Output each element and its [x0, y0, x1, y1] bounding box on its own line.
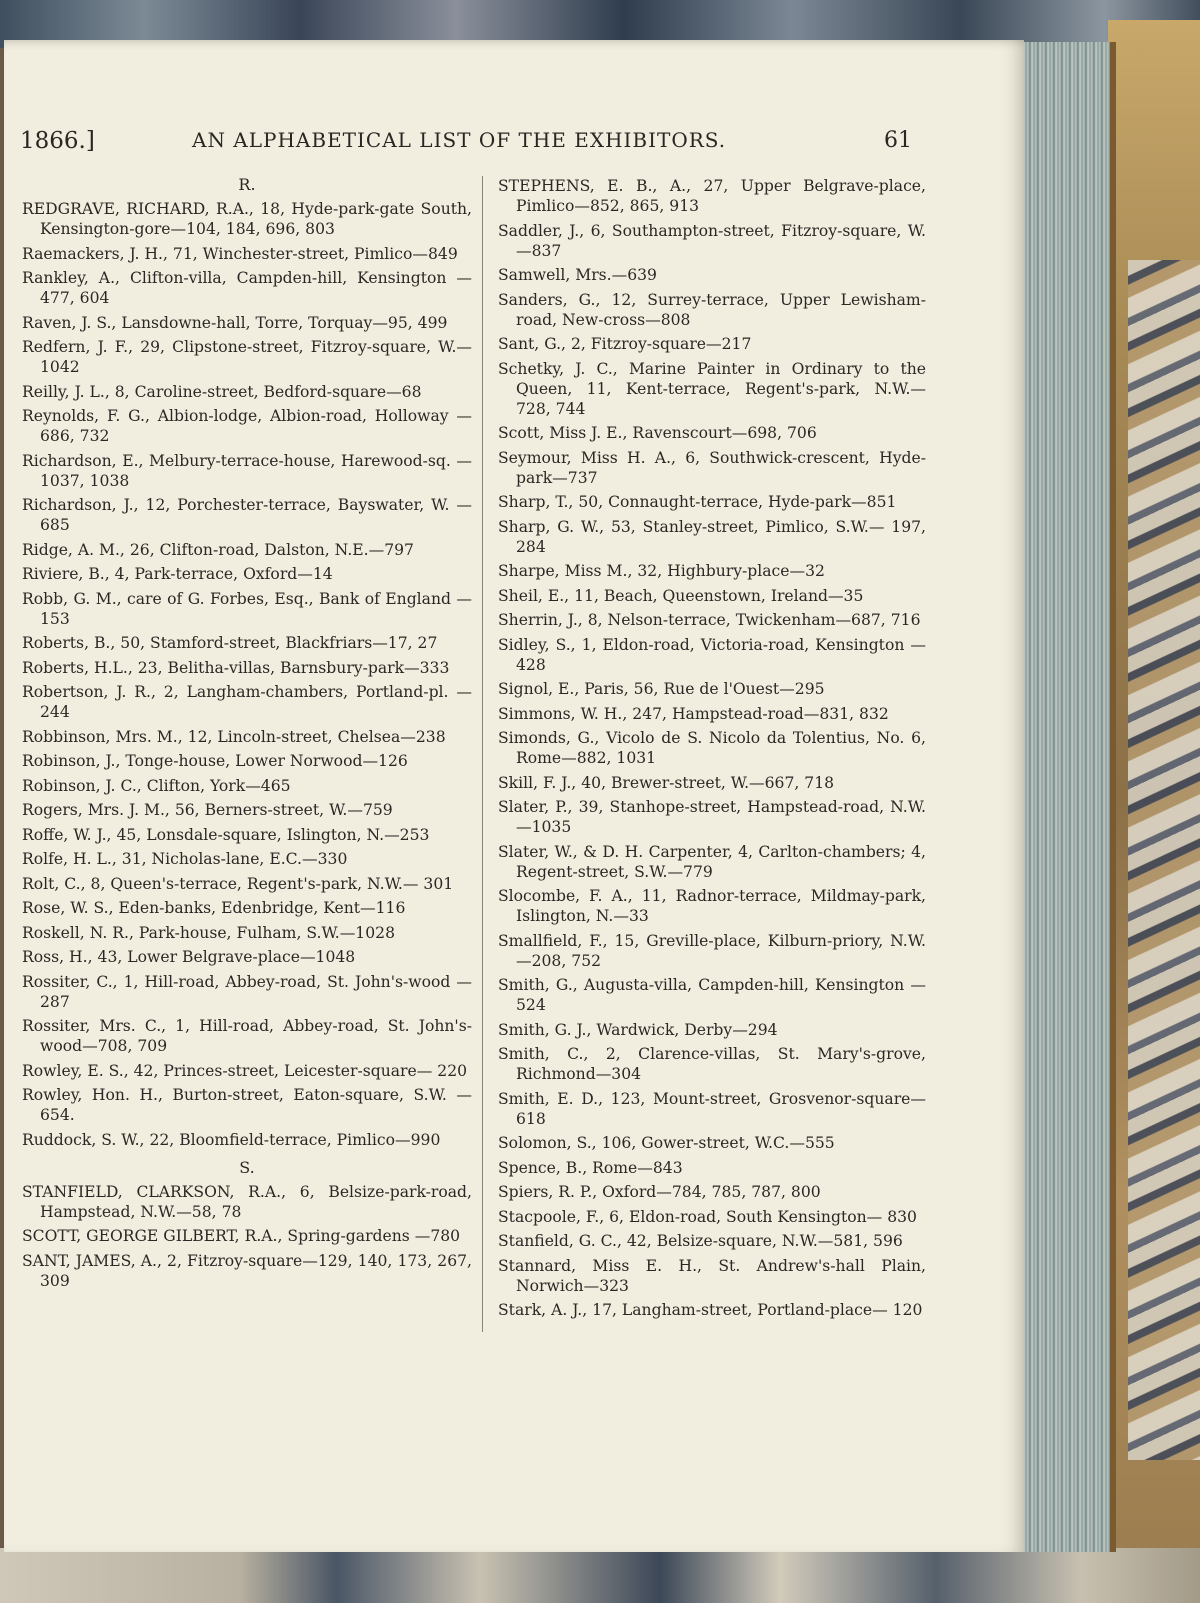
- page-number: 61: [884, 128, 912, 153]
- list-item: Sharp, G. W., 53, Stanley-street, Pimlico, S.W.— 197, 284: [498, 517, 926, 556]
- list-item: Stanfield, G. C., 42, Belsize-square, N.W.—581, 596: [498, 1232, 903, 1250]
- list-item: Richardson, E., Melbury-terrace-house, Harewood-sq. —1037, 1038: [22, 451, 472, 490]
- list-item: Roberts, H.L., 23, Belitha-villas, Barnsbury-park—333: [22, 658, 450, 677]
- column-divider: [482, 176, 483, 1332]
- list-item: Rowley, E. S., 42, Princes-street, Leicester-square— 220: [22, 1061, 468, 1080]
- list-item: Ross, H., 43, Lower Belgrave-place—1048: [22, 948, 356, 966]
- section-heading-r: R.: [238, 175, 256, 194]
- list-item: Smith, C., 2, Clarence-villas, St. Mary's-grove, Richmond—304: [498, 1045, 926, 1083]
- entries-r: [22, 199, 472, 1150]
- list-item: Seymour, Miss H. A., 6, Southwick-crescent, Hyde-park—737: [498, 448, 926, 487]
- list-item: Smith, E. D., 123, Mount-street, Grosvenor-square— 618: [498, 1089, 926, 1128]
- list-item: Spiers, R. P., Oxford—784, 785, 787, 800: [498, 1183, 821, 1201]
- list-item: Stark, A. J., 17, Langham-street, Portland-place— 120: [498, 1301, 923, 1319]
- list-item: SCOTT, GEORGE GILBERT, R.A., Spring-gardens —780: [22, 1227, 461, 1245]
- list-item: Robertson, J. R., 2, Langham-chambers, Portland-pl. —244: [22, 683, 472, 721]
- list-item: REDGRAVE, RICHARD, R.A., 18, Hyde-park-gate South, Kensington-gore—104, 184, 696, 803: [22, 200, 472, 238]
- list-item: Rossiter, Mrs. C., 1, Hill-road, Abbey-road, St. John's-wood—708, 709: [22, 1017, 472, 1055]
- list-item: Robb, G. M., care of G. Forbes, Esq., Bank of England —153: [22, 589, 472, 628]
- book-cover-bottom: [0, 1548, 1200, 1603]
- list-item: Rankley, A., Clifton-villa, Campden-hill, Kensington —477, 604: [22, 269, 472, 307]
- list-item: Robinson, J. C., Clifton, York—465: [22, 776, 291, 795]
- list-item: Slocombe, F. A., 11, Radnor-terrace, Mildmay-park, Islington, N.—33: [498, 887, 926, 925]
- entries-s: [22, 1182, 472, 1291]
- list-item: Simmons, W. H., 247, Hampstead-road—831, 832: [498, 704, 889, 723]
- list-item: STANFIELD, CLARKSON, R.A., 6, Belsize-park-road, Hampstead, N.W.—58, 78: [22, 1182, 472, 1221]
- list-item: SANT, JAMES, A., 2, Fitzroy-square—129, 140, 173, 267, 309: [22, 1251, 472, 1290]
- list-item: Robbinson, Mrs. M., 12, Lincoln-street, Chelsea—238: [22, 727, 446, 746]
- list-item: Scott, Miss J. E., Ravenscourt—698, 706: [498, 424, 817, 442]
- entries-s-continued: [498, 176, 926, 1320]
- list-item: Slater, W., & D. H. Carpenter, 4, Carlton-chambers; 4, Regent-street, S.W.—779: [498, 842, 926, 881]
- list-item: Smith, G. J., Wardwick, Derby—294: [498, 1020, 778, 1039]
- left-column: [22, 175, 472, 1295]
- list-item: Sidley, S., 1, Eldon-road, Victoria-road, Kensington —428: [498, 635, 926, 674]
- list-item: Stacpoole, F., 6, Eldon-road, South Kensington— 830: [498, 1207, 917, 1226]
- list-item: Samwell, Mrs.—639: [498, 266, 657, 284]
- list-item: Sanders, G., 12, Surrey-terrace, Upper Lewisham-road, New-cross—808: [498, 290, 926, 329]
- list-item: Smallfield, F., 15, Greville-place, Kilburn-priory, N.W.—208, 752: [498, 931, 926, 970]
- list-item: Spence, B., Rome—843: [498, 1158, 683, 1177]
- list-item: Ruddock, S. W., 22, Bloomfield-terrace, Pimlico—990: [22, 1130, 441, 1149]
- list-item: Reilly, J. L., 8, Caroline-street, Bedford-square—68: [22, 382, 422, 401]
- list-item: Roberts, B., 50, Stamford-street, Blackfriars—17, 27: [22, 634, 438, 652]
- list-item: Rowley, Hon. H., Burton-street, Eaton-square, S.W. —654.: [22, 1086, 472, 1124]
- list-item: Ridge, A. M., 26, Clifton-road, Dalston, N.E.—797: [22, 540, 414, 559]
- list-item: Skill, F. J., 40, Brewer-street, W.—667, 718: [498, 773, 835, 792]
- list-item: Rose, W. S., Eden-banks, Edenbridge, Kent—116: [22, 899, 406, 917]
- list-item: Roskell, N. R., Park-house, Fulham, S.W.—1028: [22, 923, 395, 942]
- book-page: [4, 40, 1024, 1552]
- page-header: [4, 128, 1024, 162]
- marbled-endpaper: [1128, 260, 1200, 1460]
- list-item: Saddler, J., 6, Southampton-street, Fitzroy-square, W. —837: [498, 221, 926, 260]
- right-column: [498, 176, 926, 1325]
- list-item: Raven, J. S., Lansdowne-hall, Torre, Torquay—95, 499: [22, 313, 448, 332]
- page-edges: [1018, 42, 1116, 1552]
- list-item: Redfern, J. F., 29, Clipstone-street, Fitzroy-square, W.—1042: [22, 338, 472, 376]
- list-item: Simonds, G., Vicolo de S. Nicolo da Tolentius, No. 6, Rome—882, 1031: [498, 729, 926, 767]
- list-item: Raemackers, J. H., 71, Winchester-street, Pimlico—849: [22, 244, 458, 263]
- list-item: Solomon, S., 106, Gower-street, W.C.—555: [498, 1134, 835, 1152]
- header-title: AN ALPHABETICAL LIST OF THE EXHIBITORS.: [192, 128, 727, 152]
- list-item: Richardson, J., 12, Porchester-terrace, Bayswater, W. —685: [22, 496, 472, 534]
- list-item: Sharp, T., 50, Connaught-terrace, Hyde-park—851: [498, 493, 897, 511]
- list-item: Rolfe, H. L., 31, Nicholas-lane, E.C.—330: [22, 850, 348, 868]
- list-item: Slater, P., 39, Stanhope-street, Hampstead-road, N.W.—1035: [498, 798, 926, 836]
- list-item: Sherrin, J., 8, Nelson-terrace, Twickenham—687, 716: [498, 611, 921, 629]
- list-item: Smith, G., Augusta-villa, Campden-hill, Kensington —524: [498, 976, 926, 1014]
- list-item: STEPHENS, E. B., A., 27, Upper Belgrave-place, Pimlico—852, 865, 913: [498, 177, 926, 215]
- list-item: Rolt, C., 8, Queen's-terrace, Regent's-park, N.W.— 301: [22, 874, 454, 893]
- list-item: Sheil, E., 11, Beach, Queenstown, Ireland—35: [498, 586, 864, 605]
- list-item: Rogers, Mrs. J. M., 56, Berners-street, W.—759: [22, 801, 393, 819]
- list-item: Reynolds, F. G., Albion-lodge, Albion-road, Holloway —686, 732: [22, 407, 472, 445]
- list-item: Sharpe, Miss M., 32, Highbury-place—32: [498, 562, 825, 580]
- list-item: Robinson, J., Tonge-house, Lower Norwood—126: [22, 752, 408, 770]
- list-item: Sant, G., 2, Fitzroy-square—217: [498, 335, 752, 353]
- section-heading-s: S.: [239, 1157, 255, 1177]
- list-item: Rossiter, C., 1, Hill-road, Abbey-road, St. John's-wood —287: [22, 972, 472, 1011]
- list-item: Stannard, Miss E. H., St. Andrew's-hall Plain, Norwich—323: [498, 1256, 926, 1295]
- list-item: Schetky, J. C., Marine Painter in Ordinary to the Queen, 11, Kent-terrace, Regent's-park, N.W.— 728, 744: [498, 359, 926, 418]
- list-item: Riviere, B., 4, Park-terrace, Oxford—14: [22, 565, 333, 583]
- list-item: Signol, E., Paris, 56, Rue de l'Ouest—295: [498, 680, 825, 698]
- list-item: Roffe, W. J., 45, Lonsdale-square, Islington, N.—253: [22, 825, 430, 844]
- header-year: 1866.]: [20, 128, 95, 154]
